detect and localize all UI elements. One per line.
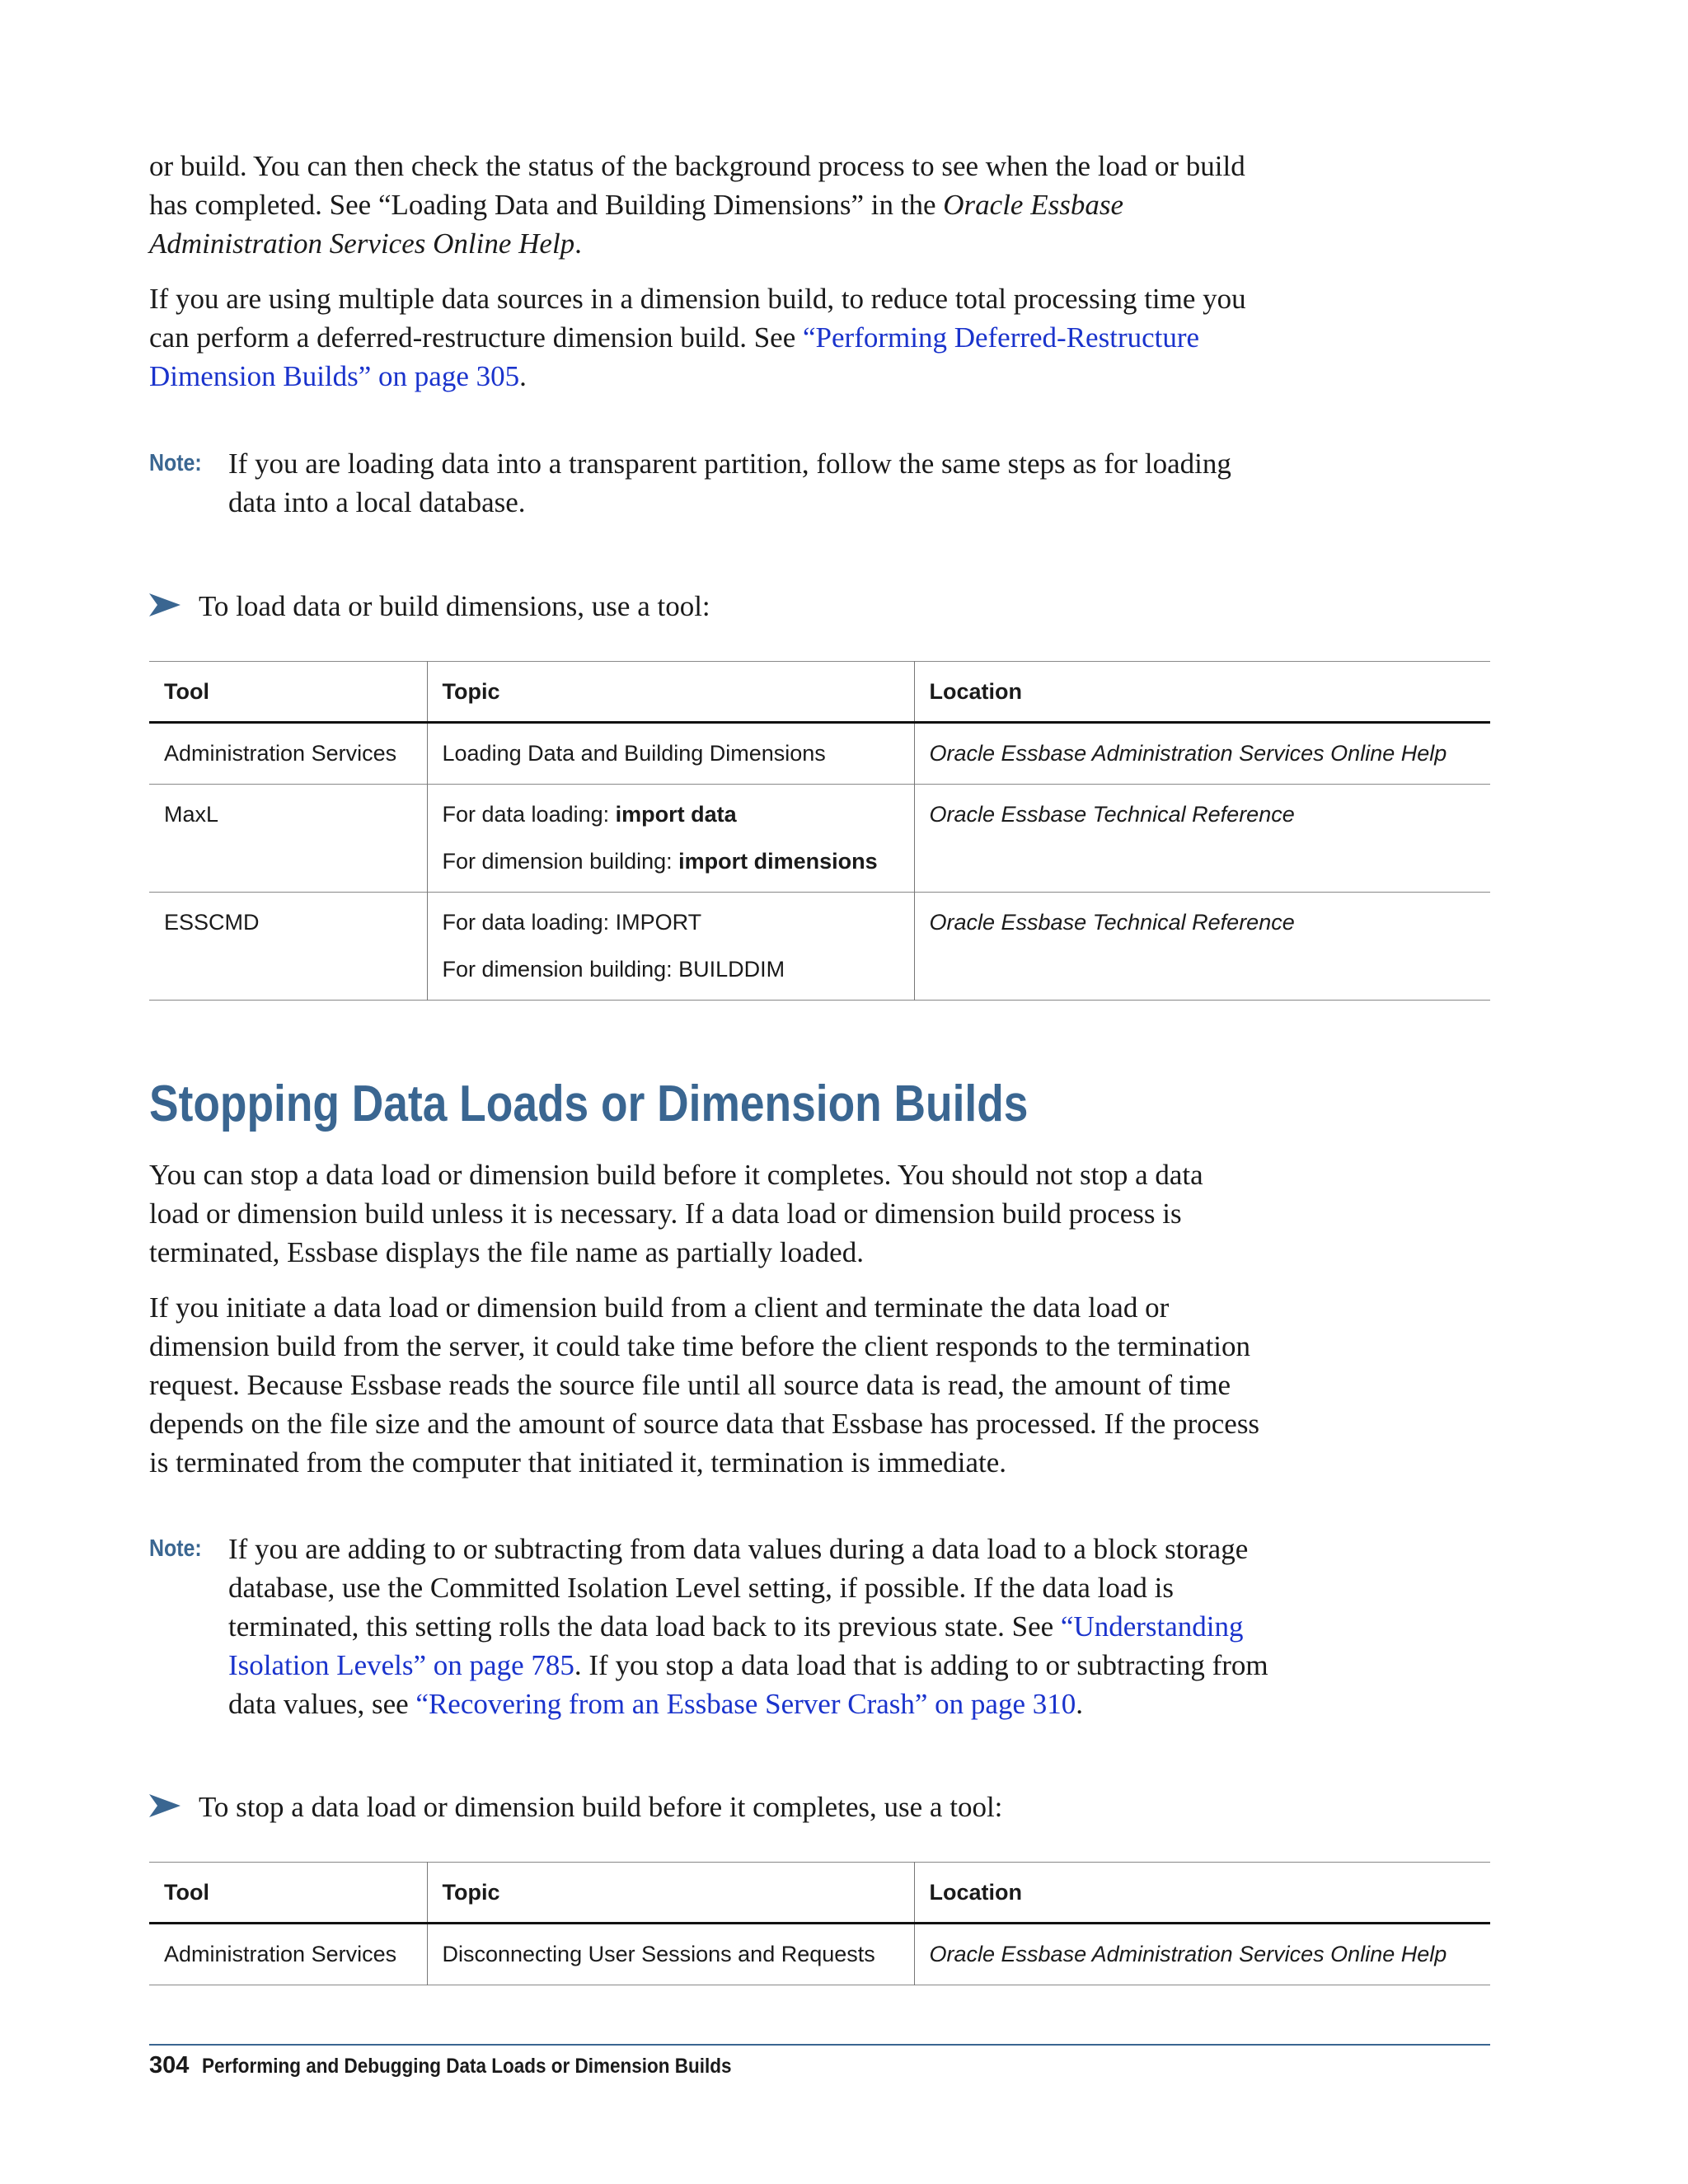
column-header-topic: Topic xyxy=(427,662,914,723)
text-run: . xyxy=(1076,1688,1084,1720)
text-run: can perform a deferred-restructure dimension build. See xyxy=(149,321,804,354)
page-footer xyxy=(149,2051,790,2080)
text-run: has completed. See “Loading Data and Building Dimensions” in the xyxy=(149,189,944,221)
table-header-row xyxy=(149,662,1490,723)
text-run: . If you stop a data load that is adding to or subtracting from xyxy=(574,1649,1268,1681)
note-label: Note: xyxy=(149,1535,202,1562)
text-line: or build. You can then check the status of the background process to see when the load or build xyxy=(149,150,1245,182)
text-line xyxy=(228,1646,1325,1685)
text-line: depends on the file size and the amount of source data that Essbase has processed. If the process xyxy=(149,1408,1260,1440)
section-heading: Stopping Data Loads or Dimension Builds xyxy=(149,1076,1029,1132)
text-line xyxy=(228,1685,1325,1723)
procedure-step: To load data or build dimensions, use a tool: xyxy=(199,590,710,622)
text-line xyxy=(149,357,1320,396)
text-line: request. Because Essbase reads the source file until all source data is read, the amount of time xyxy=(149,1369,1231,1401)
text-run: . xyxy=(519,360,527,392)
topic-cell: Loading Data and Building Dimensions xyxy=(427,723,914,785)
cross-reference-link[interactable]: “Understanding xyxy=(1060,1610,1244,1643)
topic-cell xyxy=(427,893,914,1001)
text-line: If you are loading data into a transparent partition, follow the same steps as for loading xyxy=(228,448,1231,480)
text-line: You can stop a data load or dimension build before it completes. You should not stop a data xyxy=(149,1159,1203,1191)
text-line: If you initiate a data load or dimension build from a client and terminate the data load or xyxy=(149,1291,1170,1324)
table-row xyxy=(149,785,1490,893)
note-label: Note: xyxy=(149,450,202,476)
section-paragraph-2 xyxy=(149,1288,1320,1482)
cross-reference-link[interactable]: “Recovering from an Essbase Server Crash” on page 310 xyxy=(415,1688,1076,1720)
location-cell: Oracle Essbase Technical Reference xyxy=(914,893,1490,1001)
table-row xyxy=(149,723,1490,785)
intro-paragraph-1 xyxy=(149,147,1320,263)
topic-line: For dimension building: BUILDDIM xyxy=(442,957,785,982)
text-run: For dimension building: xyxy=(442,849,679,874)
text-line: If you are adding to or subtracting from data values during a data load to a block storage xyxy=(228,1533,1249,1565)
topic-line xyxy=(443,798,899,831)
topic-line: For data loading: IMPORT xyxy=(442,910,702,935)
topic-cell xyxy=(427,785,914,893)
text-run: . xyxy=(574,227,582,260)
text-run: terminated, this setting rolls the data load back to its previous state. See xyxy=(228,1610,1061,1643)
topic-line xyxy=(443,845,899,878)
chapter-title: Performing and Debugging Data Loads or Dimension Builds xyxy=(202,2055,732,2078)
column-header-tool: Tool xyxy=(164,678,209,704)
tool-cell: Administration Services xyxy=(164,741,397,766)
location-cell: Oracle Essbase Technical Reference xyxy=(914,785,1490,893)
note-body xyxy=(228,1530,1325,1723)
text-line: terminated, Essbase displays the file name as partially loaded. xyxy=(149,1236,864,1268)
table-header-row xyxy=(149,1863,1490,1924)
text-line: If you are using multiple data sources in a dimension build, to reduce total processing time you xyxy=(149,283,1246,315)
text-line: data into a local database. xyxy=(228,486,526,518)
arrowhead-icon xyxy=(149,593,181,616)
location-cell: Oracle Essbase Administration Services Online Help xyxy=(914,1924,1490,1985)
tool-cell: Administration Services xyxy=(164,1942,397,1966)
column-header-topic: Topic xyxy=(427,1863,914,1924)
text-line: load or dimension build unless it is necessary. If a data load or dimension build process is xyxy=(149,1197,1182,1230)
text-line: is terminated from the computer that initiated it, termination is immediate. xyxy=(149,1446,1007,1479)
section-paragraph-1 xyxy=(149,1155,1320,1272)
intro-paragraph-2 xyxy=(149,279,1320,396)
text-line xyxy=(149,224,1320,263)
command-name: import dimensions xyxy=(678,849,878,874)
text-line: dimension build from the server, it could take time before the client responds to the termination xyxy=(149,1330,1251,1362)
tools-table xyxy=(149,661,1490,1001)
command-name: import data xyxy=(615,802,737,827)
procedure-step: To stop a data load or dimension build before it completes, use a tool: xyxy=(199,1791,1003,1823)
arrowhead-icon xyxy=(149,1794,181,1817)
text-line xyxy=(149,185,1320,224)
column-header-location: Location xyxy=(914,1863,1490,1924)
text-line xyxy=(228,1607,1325,1646)
column-header-tool: Tool xyxy=(164,1879,209,1905)
page-number: 304 xyxy=(149,2052,190,2079)
tool-cell: ESSCMD xyxy=(164,910,260,935)
column-header-location: Location xyxy=(914,662,1490,723)
topic-cell: Disconnecting User Sessions and Requests xyxy=(427,1924,914,1985)
text-line xyxy=(149,318,1320,357)
text-line: database, use the Committed Isolation Level setting, if possible. If the data load is xyxy=(228,1572,1174,1604)
cross-reference-link[interactable]: “Performing Deferred-Restructure xyxy=(803,321,1200,354)
location-cell: Oracle Essbase Administration Services Online Help xyxy=(914,723,1490,785)
book-title: Oracle Essbase xyxy=(943,189,1123,221)
cross-reference-link[interactable]: Isolation Levels” on page 785 xyxy=(228,1649,574,1681)
footer-rule xyxy=(149,2044,1490,2046)
book-title: Administration Services Online Help xyxy=(149,227,575,260)
text-run: data values, see xyxy=(228,1688,416,1720)
table-row xyxy=(149,893,1490,1001)
table-row xyxy=(149,1924,1490,1985)
text-run: For data loading: xyxy=(442,802,616,827)
cross-reference-link[interactable]: Dimension Builds” on page 305 xyxy=(149,360,520,392)
note-body xyxy=(228,444,1325,522)
tools-table xyxy=(149,1862,1490,1985)
tool-cell: MaxL xyxy=(164,802,219,827)
